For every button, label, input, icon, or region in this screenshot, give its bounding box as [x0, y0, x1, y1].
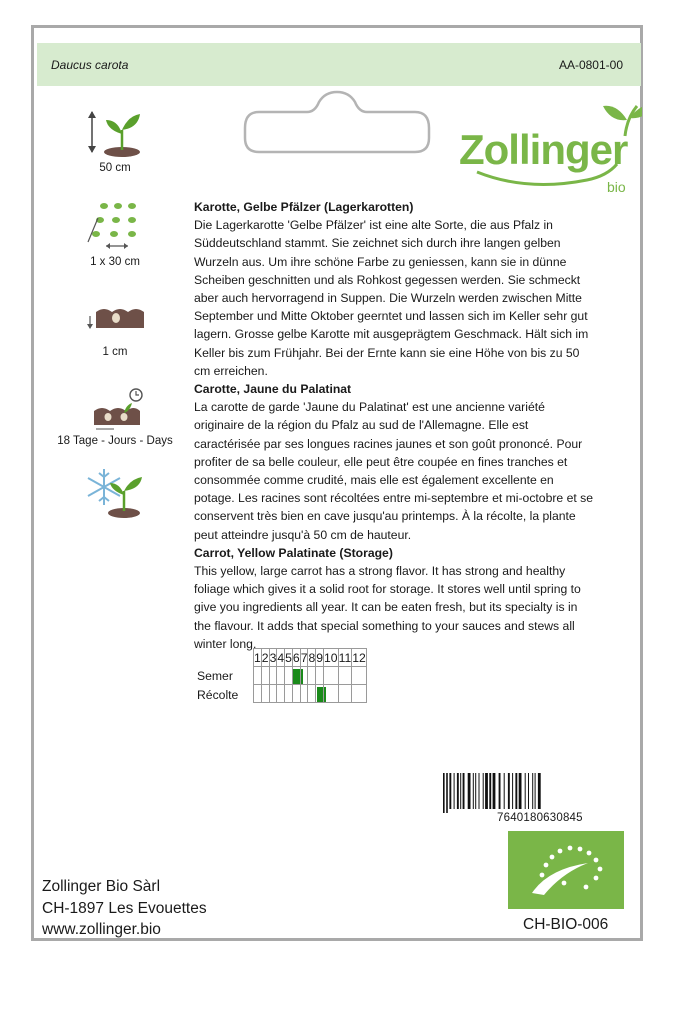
barcode-bar: [479, 773, 480, 809]
organic-certification-code: CH-BIO-006: [523, 916, 609, 933]
calendar-cell: [300, 685, 308, 703]
plant-height-block: [34, 108, 196, 174]
calendar-active-fill: [293, 669, 300, 684]
calendar-cell: [292, 685, 300, 703]
germination-caption: 18 Tage - Jours - Days: [57, 435, 173, 447]
calendar-grid: [253, 648, 367, 703]
logo-wordmark: Zollinger: [459, 126, 628, 173]
calendar-cell: [269, 667, 277, 685]
plant-spacing-icon: [84, 200, 146, 252]
month-header: 12: [352, 650, 366, 665]
barcode-bar: [475, 773, 476, 809]
month-header: 7: [300, 650, 308, 665]
calendar-cell: [254, 667, 262, 685]
calendar-cell: [261, 685, 269, 703]
calendar-row-recolte: [254, 685, 367, 703]
seed-packet-back: [31, 25, 643, 941]
calendar-cell: [316, 667, 324, 685]
germination-block: [34, 385, 196, 447]
germination-time-icon: [84, 385, 146, 431]
row-label-recolte: Récolte: [197, 688, 239, 702]
calendar-cell: [308, 667, 316, 685]
calendar-cell: [277, 667, 285, 685]
barcode-bar: [525, 773, 526, 809]
calendar-cell: [269, 685, 277, 703]
calendar-cell: [277, 685, 285, 703]
barcode-bar: [463, 773, 465, 809]
calendar-cell: [308, 685, 316, 703]
frost-hardy-icon: [84, 463, 146, 519]
row-label-semer: Semer: [197, 669, 233, 683]
month-header: 4: [277, 650, 285, 665]
barcode-bar: [504, 773, 505, 809]
plant-spacing-block: [34, 200, 196, 268]
barcode-bar: [493, 773, 496, 809]
calendar-cell: [261, 667, 269, 685]
sowing-depth-caption: 1 cm: [102, 346, 128, 358]
species-name: Daucus carota: [51, 58, 129, 72]
barcode-bar: [468, 773, 471, 809]
month-header: 9: [316, 650, 324, 665]
german-description: Die Lagerkarotte 'Gelbe Pfälzer' ist eine alte Sorte, die aus Pfalz in Süddeutschland stammt. Sie zeichnet sich durch ihre langen gelben Wurzeln aus. Um ihre schöne Farbe zu geniessen, kann sie in dünne Scheiben geschnitten und als Rohkost gegessen werden. Sie schmeckt aber auch hervorragend in Suppen. Die Wurzeln werden zwischen Mitte September und Mitte Oktober geerntet und lassen sich im Keller sehr gut lagern. Grosse gelbe Karotte mit ausgeprägtem Geschmack. Hält sich im Keller bis zum Frühjahr. Bei der Ernte kann sie eine Höhe von bis zu 50 cm erreichen.: [194, 218, 589, 378]
french-title: Carotte, Jaune du Palatinat: [194, 382, 352, 397]
german-title: Karotte, Gelbe Pfälzer (Lagerkarotten): [194, 200, 414, 214]
barcode-bar: [473, 773, 474, 809]
barcode-number: 7640180630845: [497, 812, 583, 824]
company-name: Zollinger Bio Sàrl: [42, 878, 161, 895]
month-header: 5: [285, 650, 292, 665]
barcode-bar: [449, 773, 451, 809]
sowing-depth-block: [34, 298, 196, 358]
calendar-cell: [338, 685, 352, 703]
barcode-bar: [443, 773, 445, 813]
calendar-cell: [352, 685, 367, 703]
company-info: [42, 876, 207, 941]
barcode-bar: [519, 773, 522, 809]
barcode-bar: [489, 773, 491, 809]
barcode-bar: [512, 773, 513, 809]
english-title: Carrot, Yellow Palatinate (Storage): [194, 545, 393, 560]
month-header: 1: [254, 650, 261, 665]
barcode-bar: [515, 773, 517, 809]
barcode-bar: [454, 773, 455, 809]
barcode-bar: [446, 773, 448, 813]
plant-spacing-caption: 1 x 30 cm: [90, 256, 140, 268]
month-header: 2: [261, 650, 269, 665]
month-header: 6: [292, 650, 300, 665]
french-description: La carotte de garde 'Jaune du Palatinat' est une ancienne variété originaire de la région du Pfalz au sud de l'Allemagne. Elle est caractérisée par ses longues racines jaunes et son goût prononcé. Pour profiter de sa belle couleur, elle peut être coupée en fines tranches et consommée comme crudité, mais elle est également excellente en potage. Les racines sont récoltées entre mi-septembre et mi-octobre et se conservent très bien en cave jusqu'au printemps. À la récolte, la plante peut atteindre jusqu'à 50 cm de hauteur.: [194, 400, 593, 542]
barcode-bar: [528, 773, 529, 809]
barcode-bar: [485, 773, 488, 809]
plant-height-caption: 50 cm: [99, 162, 131, 174]
english-description: This yellow, large carrot has a strong flavor. It has strong and healthy foliage which gives it a solid root for storage. It stores well until spring to give you ingredients all year. It can be eaten fresh, but its specialty is in the flavour. It adds that special something to your sauces and stews all winter long.: [194, 564, 581, 651]
header-band: [37, 43, 641, 86]
month-header: 10: [324, 650, 338, 665]
calendar-month-row: [254, 649, 367, 667]
calendar-cell: [316, 685, 324, 703]
calendar-active-fill: [324, 687, 326, 702]
calendar-cell: [324, 685, 339, 703]
hang-tab-outline: [239, 90, 435, 156]
logo-bio-text: bio: [607, 179, 626, 195]
barcode-bar: [457, 773, 459, 809]
calendar-active-fill: [317, 687, 323, 702]
description-text: [194, 198, 594, 653]
plant-height-icon: [84, 108, 146, 158]
calendar-cell: [324, 667, 339, 685]
month-header: 3: [269, 650, 277, 665]
calendar-cell: [254, 685, 262, 703]
barcode-bar: [499, 773, 501, 809]
calendar-active-fill: [301, 669, 303, 684]
calendar-cell: [352, 667, 367, 685]
barcode-bar: [538, 773, 541, 809]
calendar-row-semer: [254, 667, 367, 685]
barcode-bar: [483, 773, 484, 809]
month-header: 8: [308, 650, 316, 665]
barcode-bar: [508, 773, 510, 809]
barcode: [441, 773, 623, 813]
article-code: AA-0801-00: [558, 58, 623, 72]
barcode-bar: [460, 773, 461, 809]
zollinger-bio-logo: [457, 98, 642, 203]
barcode-bar: [535, 773, 536, 809]
month-header: 11: [338, 650, 352, 665]
sowing-depth-icon: [84, 298, 146, 342]
company-website[interactable]: www.zollinger.bio: [42, 921, 161, 938]
calendar-cell: [300, 667, 308, 685]
calendar-cell: [338, 667, 352, 685]
company-address: CH-1897 Les Evouettes: [42, 899, 207, 917]
eu-organic-logo: [508, 831, 624, 909]
calendar-cell: [292, 667, 300, 685]
calendar-cell: [285, 667, 293, 685]
calendar-cell: [285, 685, 293, 703]
barcode-bar: [532, 773, 533, 809]
frost-block: [34, 463, 196, 519]
